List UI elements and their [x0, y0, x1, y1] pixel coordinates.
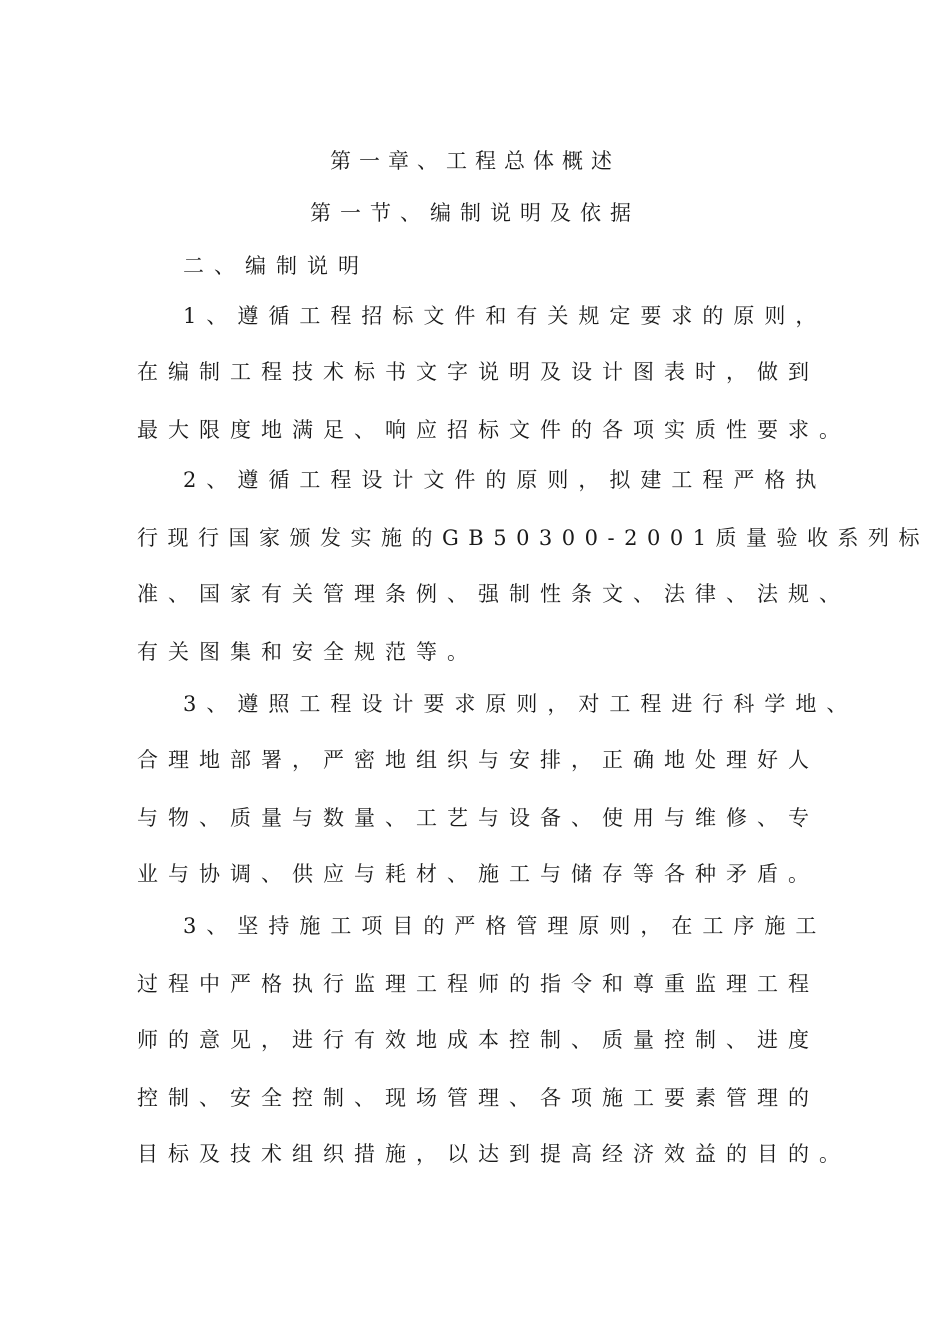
- paragraph-line: 2、遵循工程设计文件的原则，拟建工程严格执: [183, 468, 827, 492]
- paragraph-line: 合理地部署，严密地组织与安排，正确地处理好人: [137, 748, 819, 772]
- paragraph-line: 业与协调、供应与耗材、施工与储存等各种矛盾。: [137, 862, 819, 886]
- paragraph-line: 过程中严格执行监理工程师的指令和尊重监理工程: [137, 972, 819, 996]
- paragraph-line: 准、国家有关管理条例、强制性条文、法律、法规、: [137, 582, 850, 606]
- paragraph-line: 师的意见，进行有效地成本控制、质量控制、进度: [137, 1028, 819, 1052]
- paragraph-line: 在编制工程技术标书文字说明及设计图表时，做到: [137, 360, 819, 384]
- section-title: 第一节、编制说明及依据: [310, 201, 640, 225]
- paragraph-line: 有关图集和安全规范等。: [137, 640, 478, 664]
- paragraph-line: 目标及技术组织措施，以达到提高经济效益的目的。: [137, 1142, 850, 1166]
- paragraph-line: 控制、安全控制、现场管理、各项施工要素管理的: [137, 1086, 819, 1110]
- chapter-title: 第一章、工程总体概述: [330, 149, 620, 173]
- paragraph-line: 1、遵循工程招标文件和有关规定要求的原则，: [183, 304, 827, 328]
- paragraph-line: 最大限度地满足、响应招标文件的各项实质性要求。: [137, 418, 850, 442]
- subsection-title: 二、编制说明: [183, 254, 369, 278]
- paragraph-line: 与物、质量与数量、工艺与设备、使用与维修、专: [137, 806, 819, 830]
- paragraph-line: 3、遵照工程设计要求原则，对工程进行科学地、: [183, 692, 858, 716]
- paragraph-line: 行现行国家颁发实施的GB50300-2001质量验收系列标: [137, 526, 930, 550]
- paragraph-line: 3、坚持施工项目的严格管理原则，在工序施工: [183, 914, 827, 938]
